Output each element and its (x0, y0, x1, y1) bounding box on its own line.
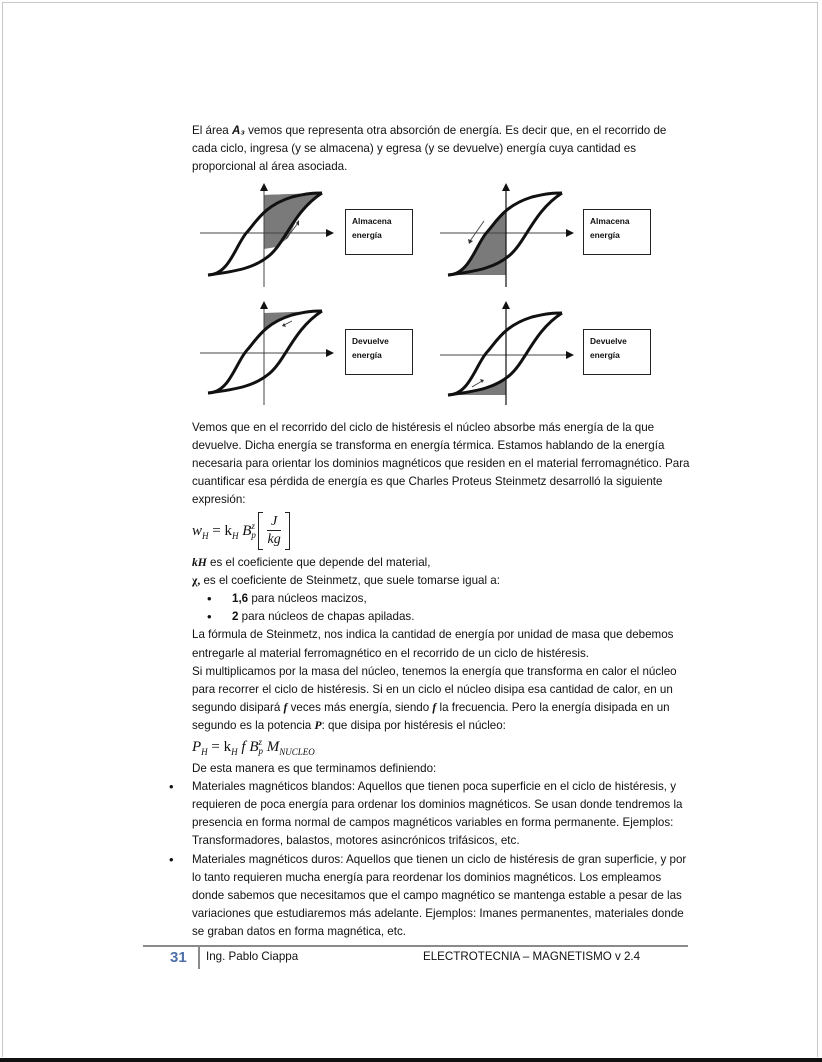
formula-subscript: p (258, 746, 263, 757)
value: 1,6 (232, 592, 249, 606)
formula-subscript: NUCLEO (279, 746, 315, 757)
text: es el coeficiente que depende del material, (206, 555, 431, 569)
power-paragraph (192, 663, 692, 736)
power-symbol: P (314, 719, 322, 733)
formula-symbol: B (238, 522, 252, 539)
formula-symbol: M (262, 738, 280, 755)
steinmetz-explanation: La fórmula de Steinmetz, nos indica la cantidad de energía por unidad de masa que debemos entregarle al material ferromagnético en el recorrido de un ciclo de histéresis. (192, 628, 674, 660)
text: para núcleos de chapas apiladas. (238, 610, 415, 624)
hysteresis-power-formula (192, 738, 692, 760)
text: para núcleos macizos, (248, 592, 367, 606)
label-line: energía (352, 229, 382, 240)
list-item (192, 608, 692, 626)
hysteresis-figure-4 (440, 301, 627, 405)
label-line: Devuelve (352, 335, 389, 346)
footer-divider (143, 945, 688, 947)
label-line: Almacena (352, 215, 392, 226)
frequency-symbol: f (283, 701, 288, 715)
footer-separator (198, 947, 200, 969)
label-line: energía (590, 349, 620, 360)
value: 2 (232, 610, 239, 624)
definitions-intro: De esta manera es que terminamos definiendo: (192, 761, 437, 775)
area-symbol: A₃ (231, 124, 245, 137)
store-energy-label (345, 209, 413, 255)
hysteresis-loop-return-2-icon (440, 301, 575, 405)
formula-symbol: = k (207, 738, 232, 755)
formula-symbol: B (245, 738, 259, 755)
chi-symbol: χ, (192, 573, 201, 587)
hysteresis-figure-3 (200, 301, 389, 405)
formula-symbol: w (192, 522, 203, 539)
text: veces más energía, siendo (287, 701, 433, 715)
formula-symbol: P (192, 738, 202, 755)
formula-subscript: p (251, 530, 256, 541)
text: vemos que representa otra absorción de energía. Es decir que, en el recorrido de cada ciclo, ingresa (y se almacena) y egresa (y se devuelve) energía cuya cantidad es proporcional al área asociada. (192, 124, 667, 174)
chi-values-list (192, 590, 692, 626)
units-bracket (258, 512, 290, 550)
text: Si multiplicamos por la masa del núcleo, tenemos la energía que transforma en calor el núcleo para recorrer el ciclo de histéresis. Si en un ciclo el núcleo disipa esa cantidad de calor, en un segundo disipará (192, 664, 677, 715)
intro-paragraph (192, 122, 692, 177)
materials-list (192, 778, 692, 942)
hysteresis-loop-store-2-icon (440, 183, 575, 287)
hysteresis-loop-return-1-icon (200, 301, 335, 405)
formula-subscript: H (201, 746, 208, 757)
footer-title: ELECTROTECNIA – MAGNETISMO v 2.4 (423, 950, 641, 963)
formula-superscript: z (258, 737, 262, 748)
label-line: energía (352, 349, 382, 360)
formula-subscript: H (231, 746, 238, 757)
units-numerator: J (267, 513, 281, 531)
return-energy-label (583, 329, 651, 375)
text: la frecuencia. Pero la energía disipada en un segundo es la potencia (192, 701, 670, 733)
text: El área (192, 124, 232, 137)
hysteresis-loop-store-1-icon (200, 183, 335, 287)
footer-author: Ing. Pablo Ciappa (206, 950, 299, 963)
page-number: 31 (170, 949, 187, 966)
list-item: • Materiales magnéticos duros: Aquellos que tienen un ciclo de histéresis de gran superficie, y por lo tanto requieren mucha energía para reordenar los dominios magnéticos. Los empleamos donde sabemos que necesitamos que el campo magnético se mantenga estable a pesar de las variaciones que estudiaremos más adelante. Ejemplos: Imanes permanentes, materiales donde se graban datos en forma magnética, etc. (192, 851, 692, 942)
formula-superscript: z (251, 521, 255, 532)
energy-loss-paragraph: Vemos que en el recorrido del ciclo de histéresis el núcleo absorbe más energía de la que devuelve. Dicha energía se transforma en energía térmica. Estamos hablando de la energía necesaria para orientar los dominios magnéticos que residen en el material ferromagnético. Para cuantificar esa pérdida de energía es que Charles Proteus Steinmetz desarrolló la siguiente expresión: (192, 420, 690, 507)
page-content (192, 122, 692, 942)
bottom-edge (0, 1058, 822, 1062)
text: es el coeficiente de Steinmetz, que suele tomarse igual a: (200, 573, 500, 587)
label-line: Devuelve (590, 335, 627, 346)
formula-subscript: H (202, 530, 209, 541)
store-energy-label (583, 209, 651, 255)
text: : que disipa por histéresis el núcleo: (321, 719, 506, 733)
label-line: energía (590, 229, 620, 240)
label-line: Almacena (590, 215, 630, 226)
chi-definition (192, 572, 692, 590)
steinmetz-energy-formula (192, 512, 692, 552)
units-denominator: kg (267, 532, 281, 548)
formula-symbol: = k (208, 522, 232, 539)
return-energy-label (345, 329, 413, 375)
hysteresis-figure-2 (440, 183, 630, 287)
formula-subscript: H (231, 530, 239, 541)
hysteresis-figures (192, 181, 692, 413)
list-item: • Materiales magnéticos blandos: Aquellos que tienen poca superficie en el ciclo de histéresis, y requieren de poca energía para ordenar los dominios magnéticos. Se usan donde tendremos la presencia en forma normal de campos magnéticos variables en forma permanente. Ejemplos: Transformadores, balastos, motores asincrónicos trifásicos, etc. (192, 778, 692, 851)
frequency-symbol: f (432, 701, 437, 715)
kh-definition (192, 554, 692, 572)
formula-symbol: f (237, 738, 246, 755)
list-item (192, 590, 692, 608)
hysteresis-figure-1 (200, 183, 392, 287)
kh-symbol: kH (192, 555, 207, 569)
